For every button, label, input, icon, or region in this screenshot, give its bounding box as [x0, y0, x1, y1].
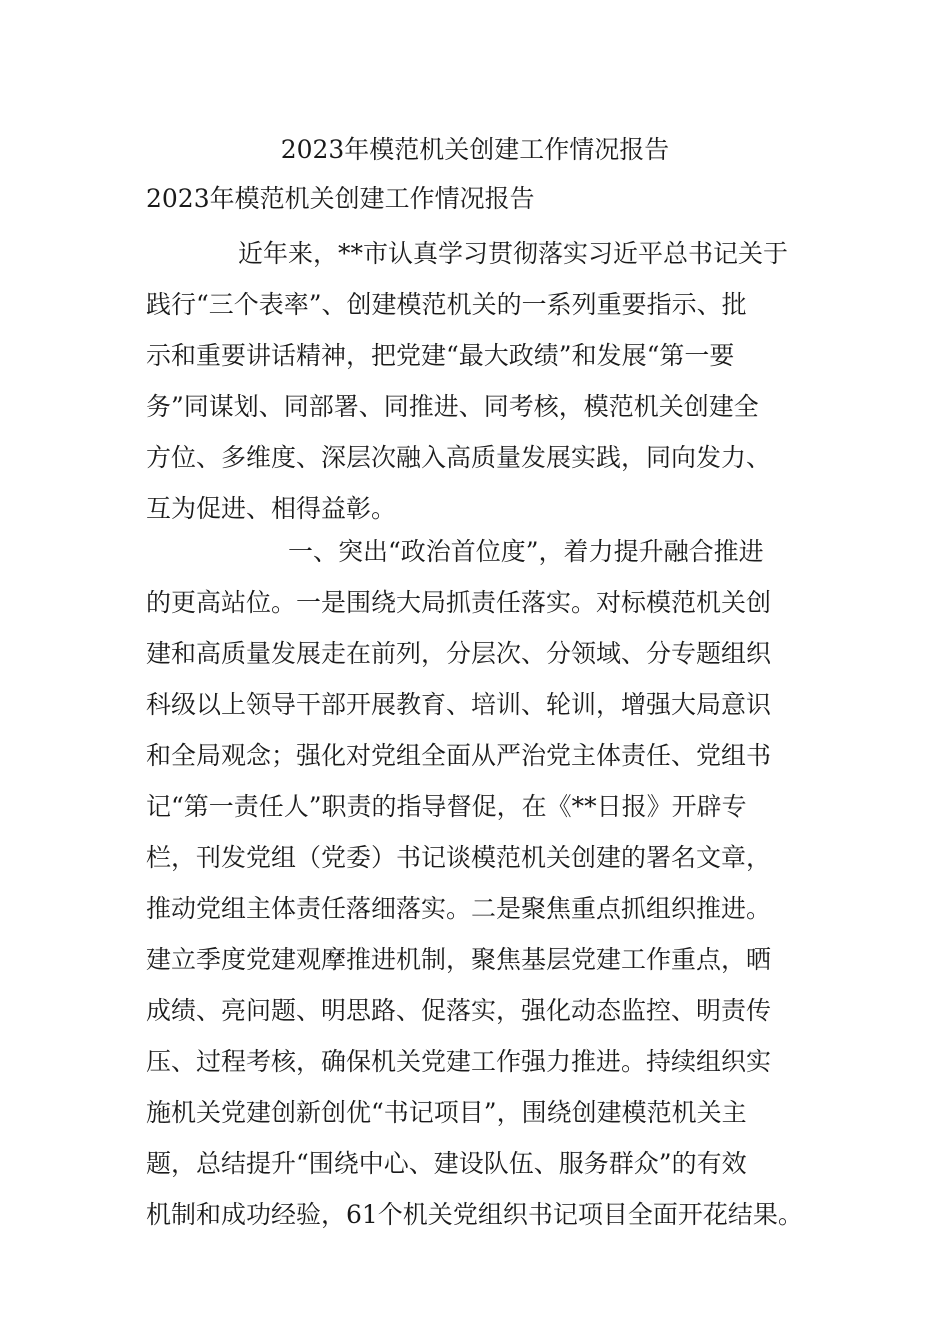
paragraph-line: 推动党组主体责任落细落实。二是聚焦重点抓组织推进。 [146, 894, 772, 923]
paragraph-line: 题，总结提升“围绕中心、建设队伍、服务群众”的有效 [146, 1149, 747, 1178]
paragraph-section-one [146, 526, 803, 1240]
paragraph-line: 一、突出“政治首位度”，着力提升融合推进 [288, 537, 764, 566]
paragraph-line: 栏，刊发党组（党委）书记谈模范机关创建的署名文章， [146, 843, 772, 872]
paragraph-line: 近年来，**市认真学习贯彻落实习近平总书记关于 [238, 239, 789, 268]
paragraph-line: 互为促进、相得益彰。 [146, 494, 397, 523]
paragraph-line: 建和高质量发展走在前列，分层次、分领域、分专题组织 [146, 639, 772, 668]
document-subtitle: 2023年模范机关创建工作情况报告 [146, 184, 535, 213]
paragraph-line: 示和重要讲话精神，把党建“最大政绩”和发展“第一要 [146, 341, 735, 370]
paragraph-line: 建立季度党建观摩推进机制，聚焦基层党建工作重点，晒 [146, 945, 772, 974]
paragraph-line: 和全局观念；强化对党组全面从严治党主体责任、党组书 [146, 741, 772, 770]
document-title: 2023年模范机关创建工作情况报告 [280, 135, 670, 164]
paragraph-intro [146, 228, 788, 534]
paragraph-line: 机制和成功经验，61个机关党组织书记项目全面开花结果。 [146, 1200, 803, 1229]
paragraph-line: 务”同谋划、同部署、同推进、同考核，模范机关创建全 [146, 392, 759, 421]
paragraph-line: 的更高站位。一是围绕大局抓责任落实。对标模范机关创 [146, 588, 772, 617]
paragraph-line: 压、过程考核，确保机关党建工作强力推进。持续组织实 [146, 1047, 772, 1076]
paragraph-line: 成绩、亮问题、明思路、促落实，强化动态监控、明责传 [146, 996, 772, 1025]
paragraph-line: 践行“三个表率”、创建模范机关的一系列重要指示、批 [146, 290, 747, 319]
paragraph-line: 记“第一责任人”职责的指导督促，在《**日报》开辟专 [146, 792, 747, 821]
paragraph-line: 方位、多维度、深层次融入高质量发展实践，同向发力、 [146, 443, 772, 472]
paragraph-line: 施机关党建创新创优“书记项目”，围绕创建模范机关主 [146, 1098, 747, 1127]
paragraph-line: 科级以上领导干部开展教育、培训、轮训，增强大局意识 [146, 690, 772, 719]
